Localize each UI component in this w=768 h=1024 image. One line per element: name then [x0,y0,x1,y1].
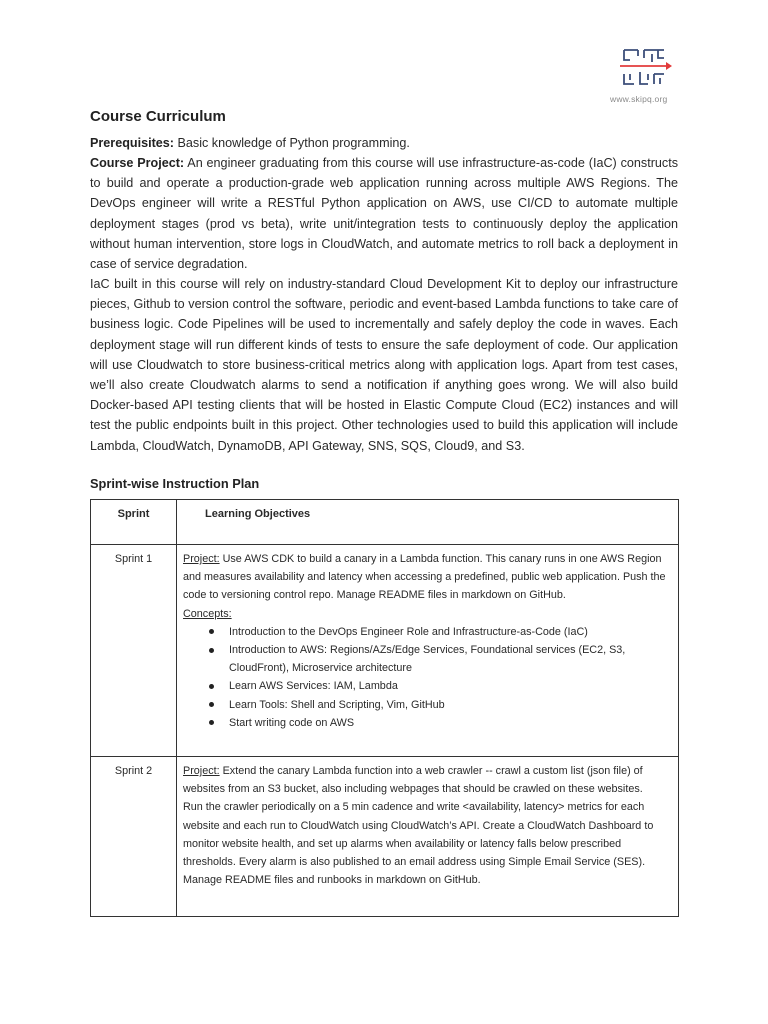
sprint-cell: Sprint 2 [91,757,177,917]
list-item: Introduction to AWS: Regions/AZs/Edge Services, Foundational services (EC2, S3, CloudFront), Microservice architecture [229,641,672,677]
table-row [91,757,679,917]
sprint-project-text [183,550,672,605]
objectives-cell [177,545,679,757]
prerequisites-text: Basic knowledge of Python programming. [174,136,410,150]
project-label: Project: [183,765,220,777]
site-url: www.skipq.org [610,94,668,104]
column-header-learning-objectives: Learning Objectives [177,500,679,545]
skipq-logo [614,44,672,92]
project-label: Project: [183,553,220,565]
objectives-cell [177,757,679,917]
concepts-label: Concepts: [183,607,232,620]
iac-paragraph: IaC built in this course will rely on industry-standard Cloud Development Kit to deploy our infrastructure pieces, Github to version control the software, periodic and event-based Lambda functions to take care of business logic. Code Pipelines will be used to incrementally and safely deploy the code in waves. Each deployment stage will run different kinds of tests to ensure the safe deployment of code. Our application will use Cloudwatch to store business-critical metrics along with application logs. Apart from test cases, we’ll also create Cloudwatch alarms to send a notification if anything goes wrong. We will also build Docker-based API testing clients that will be hosted in Elastic Compute Cloud (EC2) instances and will test the public endpoints built in this project. Other technologies used to build this application will include Lambda, CloudWatch, DynamoDB, API Gateway, SNS, SQS, Cloud9, and S3. [90,277,678,453]
sprint-project-text [183,762,672,798]
instruction-plan-table [90,499,679,917]
list-item: Learn AWS Services: IAM, Lambda [229,677,672,695]
course-project-paragraph [90,153,678,274]
sprint-extra-text: Run the crawler periodically on a 5 min cadence and write <availability, latency> metrics for each website and each run to CloudWatch using CloudWatch’s API. Create a CloudWatch Dashboard to monitor website health, and set up alarms when availability or latency falls below prescribed thresholds. Every alarm is also published to an email address using Simple Email Service (SES). Manage README files and runbooks in markdown on GitHub. [183,801,654,887]
sprint-cell: Sprint 1 [91,545,177,757]
table-row [91,545,679,757]
list-item: Learn Tools: Shell and Scripting, Vim, GitHub [229,696,672,714]
project-description: Extend the canary Lambda function into a web crawler -- crawl a custom list (json file) of websites from an S3 bucket, also including webpages that should be crawled on these websites. [183,765,643,796]
project-description: Use AWS CDK to build a canary in a Lambda function. This canary runs in one AWS Region and measures availability and latency when accessing a predefined, public web application. Push the code to versioning control repo. Manage README files in markdown on GitHub. [183,553,666,602]
course-project-label: Course Project: [90,156,185,170]
prerequisites-paragraph [90,133,678,153]
column-header-sprint: Sprint [91,500,177,545]
course-curriculum-title: Course Curriculum [90,108,226,125]
list-item: Start writing code on AWS [229,714,672,732]
course-project-text: An engineer graduating from this course will use infrastructure-as-code (IaC) constructs to build and operate a production-grade web application running across multiple AWS Regions. The DevOps engineer will write a RESTful Python application on AWS, use CI/CD to automate multiple deployment stages (prod vs beta), write unit/integration tests to continuously deploy the application without human intervention, store logs in CloudWatch, and automate metrics to roll back a deployment in case of service degradation. [90,156,678,272]
table-header-row [91,500,679,545]
instruction-plan-title: Sprint-wise Instruction Plan [90,476,260,491]
prerequisites-label: Prerequisites: [90,136,174,150]
list-item: Introduction to the DevOps Engineer Role and Infrastructure-as-Code (IaC) [229,623,672,641]
concepts-list [183,623,672,732]
